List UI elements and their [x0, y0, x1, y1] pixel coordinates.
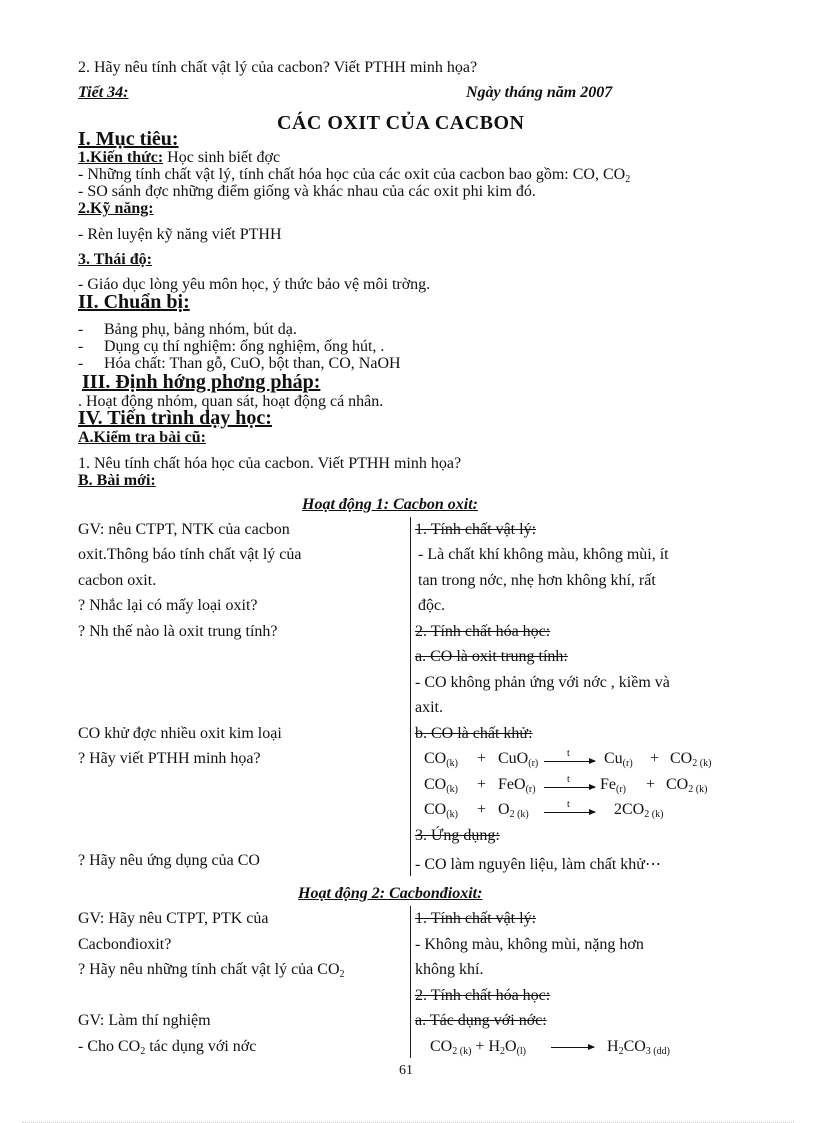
activity-2-title: Hoạt động 2: Cacbonđioxit: [298, 885, 483, 902]
activity-1-left-line: ? Hãy nêu ứng dụng của CO [78, 852, 260, 869]
prep-bullet: - [78, 338, 84, 355]
prep-bullet: - [78, 355, 84, 372]
equation-co-cuo [424, 750, 712, 773]
physical-props-heading: 1. Tính chất vật lý: [415, 521, 537, 538]
eq-sub: (r) [622, 758, 633, 769]
section-2-heading [78, 293, 190, 311]
heat-label: t [567, 774, 570, 785]
activity-1-left-line: oxit.Thông báo tính chất vật lý của [78, 546, 302, 563]
attitude-label: 3. Thái độ: [78, 251, 152, 268]
eq-sub: (r) [528, 758, 539, 769]
question-2: 2. Hãy nêu tính chất vật lý của cacbon? Viết PTHH minh họa? [78, 59, 478, 76]
eq-sub: 2 [339, 969, 345, 980]
activity-2-left-text: - Cho CO [78, 1038, 141, 1055]
activity-1-left-line: GV: nêu CTPT, NTK của cacbon [78, 521, 290, 538]
eq-sub: 2 (k) [692, 758, 712, 769]
prep-item-text: Dụng cụ thí nghiệm: ống nghiệm, ống hút, . [104, 338, 385, 355]
eq-sub: (k) [446, 758, 458, 769]
method-text: . Hoạt động nhóm, quan sát, hoạt động cá nhân. [78, 393, 384, 410]
eq-sub: 2 (k) [452, 1046, 472, 1057]
co2-water-heading: a. Tác dụng với nớc: [415, 1012, 547, 1029]
activity-2-left-line [78, 1038, 256, 1061]
eq-plus: + [477, 776, 487, 793]
activity-2-left-text: ? Hãy nêu những tính chất vật lý của CO [78, 961, 340, 978]
reaction-arrow [544, 761, 595, 762]
equation-co2-water [430, 1038, 670, 1061]
activity-2-left-text: tác dụng với nớc [145, 1038, 257, 1055]
activity-1-right-line: - Là chất khí không màu, không mùi, ít [418, 546, 669, 563]
section-2-heading-text: II. Chuẩn bị [78, 291, 184, 313]
eq-term: CO [623, 1038, 646, 1055]
eq-term: CO [424, 801, 447, 818]
activity-1-left-line: CO khử đợc nhiều oxit kim loại [78, 725, 282, 742]
activity-1-right-line: tan trong nớc, nhẹ hơn không khí, rất [418, 572, 656, 589]
prep-item-text: Hóa chất: Than gỗ, CuO, bột than, CO, NaOH [104, 355, 401, 372]
section-1-heading: I. Mục tiêu: [78, 128, 179, 150]
eq-term: CO [430, 1038, 453, 1055]
heat-label: t [567, 748, 570, 759]
section-4-heading: IV. Tiến trình dạy học: [78, 407, 272, 429]
eq-term: O [498, 801, 510, 818]
section-3-heading: III. Định hớng phơng pháp: [82, 371, 321, 393]
activity-1-title: Hoạt động 1: Cacbon oxit: [302, 496, 479, 513]
reducing-agent-heading: b. CO là chất khử: [415, 725, 533, 742]
knowledge-line [78, 149, 280, 167]
page-number: 61 [399, 1063, 413, 1078]
eq-sub: (r) [616, 784, 626, 795]
reaction-arrow [544, 787, 595, 788]
reaction-arrow [544, 812, 595, 813]
skills-label: 2.Kỹ năng: [78, 200, 154, 217]
co2-physical-heading: 1. Tính chất vật lý: [415, 910, 537, 927]
applications-text: - CO làm nguyên liệu, làm chất khử⋯ [415, 856, 661, 873]
activity-2-left-line [78, 961, 345, 984]
eq-plus: + [646, 776, 656, 793]
eq-plus: + [475, 1038, 485, 1055]
eq-plus: + [650, 750, 660, 767]
knowledge-text: Học sinh biết đợc [163, 149, 281, 166]
eq-sub: (l) [516, 1046, 527, 1057]
eq-plus: + [477, 801, 487, 818]
old-lesson-question: 1. Nêu tính chất hóa học của cacbon. Viết PTHH minh họa? [78, 455, 462, 472]
eq-sub: 2 (k) [688, 784, 708, 795]
eq-sub: 2 (k) [644, 809, 664, 820]
activity-1-left-line: ? Nh thế nào là oxit trung tính? [78, 623, 278, 640]
prep-item [78, 321, 297, 339]
new-lesson-label: B. Bài mới: [78, 472, 156, 489]
eq-term: H [607, 1038, 619, 1055]
skills-text: - Rèn luyện kỹ năng viết PTHH [78, 226, 282, 243]
neutral-oxide-heading: a. CO là oxit trung tính: [415, 648, 568, 665]
knowledge-item-1-sub: 2 [625, 174, 631, 185]
column-divider [410, 906, 411, 1058]
prep-item-text: Bảng phụ, bảng nhóm, bút dạ. [104, 321, 297, 338]
eq-term: H [488, 1038, 500, 1055]
activity-2-right-line: - Không màu, không mùi, nặng hơn [415, 936, 644, 953]
eq-term: CO [424, 750, 447, 767]
activity-2-left-line: GV: Làm thí nghiệm [78, 1012, 211, 1029]
co2-chemical-heading: 2. Tính chất hóa học: [415, 987, 551, 1004]
eq-sub: (k) [446, 809, 458, 820]
eq-term: 2CO [614, 801, 645, 818]
old-lesson-label: A.Kiểm tra bài cũ: [78, 429, 206, 446]
equation-co-feo [424, 776, 708, 799]
activity-1-left-line: ? Hãy viết PTHH minh họa? [78, 750, 261, 767]
eq-term: FeO [498, 776, 526, 793]
eq-term: Fe [600, 776, 616, 793]
column-divider [410, 517, 411, 876]
equation-co-o2 [424, 801, 664, 824]
eq-sub: 2 [618, 1046, 624, 1057]
activity-2-left-line: Cacbonđioxit? [78, 936, 172, 953]
attitude-text: - Giáo dục lòng yêu môn học, ý thức bảo vệ môi trờng. [78, 276, 431, 293]
eq-term: CO [670, 750, 693, 767]
lesson-date: Ngày tháng năm 2007 [466, 84, 613, 101]
eq-term: CO [424, 776, 447, 793]
eq-sub: 3 (dd) [645, 1046, 670, 1057]
activity-1-right-line: axit. [415, 699, 443, 716]
eq-term: CuO [498, 750, 529, 767]
eq-term: CO [666, 776, 689, 793]
prep-item [78, 338, 385, 356]
activity-1-right-line: độc. [418, 597, 446, 614]
page-title: CÁC OXIT CỦA CACBON [277, 112, 525, 134]
knowledge-item-2: - SO sánh đợc những điểm giống và khác nhau của các oxit phi kim đó. [78, 183, 536, 200]
eq-plus: + [477, 750, 487, 767]
activity-1-left-line: ? Nhắc lại có mấy loại oxit? [78, 597, 258, 614]
eq-term: O [505, 1038, 517, 1055]
eq-term: Cu [604, 750, 623, 767]
activity-1-right-line: - CO không phản ứng với nớc , kiềm và [415, 674, 670, 691]
activity-1-left-line: cacbon oxit. [78, 572, 157, 589]
heat-label: t [567, 799, 570, 810]
reaction-arrow [551, 1047, 594, 1048]
prep-bullet: - [78, 321, 84, 338]
eq-sub: (k) [446, 784, 458, 795]
eq-sub: (r) [525, 784, 536, 795]
knowledge-label: 1.Kiến thức: [78, 149, 164, 166]
eq-sub: 2 [140, 1046, 146, 1057]
activity-2-left-line: GV: Hãy nêu CTPT, PTK của [78, 910, 269, 927]
eq-sub: 2 (k) [509, 809, 529, 820]
lesson-number: Tiết 34: [78, 84, 129, 101]
section-2-heading-colon: : [183, 291, 190, 313]
applications-heading: 3. Ứng dụng: [415, 827, 500, 844]
knowledge-item-1-text: - Những tính chất vật lý, tính chất hóa học của các oxit của cacbon bao gồm: CO, CO [78, 166, 626, 183]
activity-2-right-line: không khí. [415, 961, 484, 978]
eq-sub: 2 [500, 1046, 505, 1057]
chemical-props-heading: 2. Tính chất hóa học: [415, 623, 551, 640]
